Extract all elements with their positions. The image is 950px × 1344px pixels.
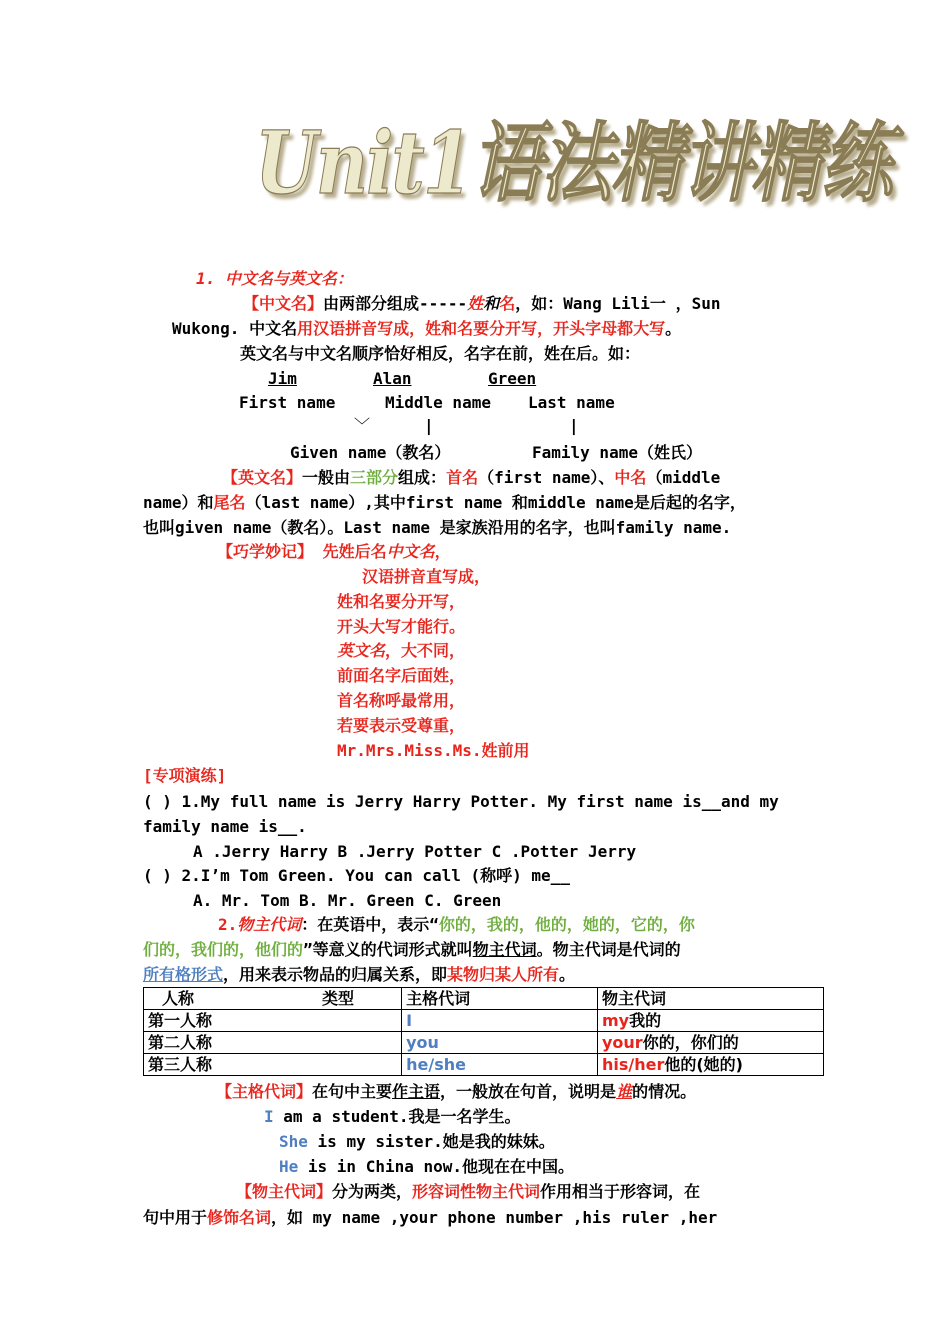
- english-name-tag: 【英文名】: [222, 468, 303, 487]
- table-cell: 第二人称: [144, 1032, 402, 1054]
- text: He: [279, 1157, 299, 1176]
- text: 。: [559, 965, 576, 984]
- table-cell: he/she: [402, 1054, 598, 1076]
- text: 2.: [218, 915, 238, 934]
- section-2-line-3: [143, 964, 575, 986]
- chinese-name-line-2: [172, 318, 681, 340]
- example-first-name: Jim: [268, 369, 297, 388]
- memo-line-4: 开头大写才能行。: [337, 617, 466, 636]
- text: 中文名: [386, 542, 435, 561]
- label-first-name: First name: [239, 393, 336, 412]
- possessive-pronoun-line-2: [143, 1207, 717, 1229]
- example-middle-name: Alan: [373, 369, 412, 388]
- text: 修饰名词: [207, 1208, 272, 1227]
- question-1-line-2: family name is__.: [143, 817, 307, 836]
- text: 和: [483, 294, 500, 313]
- text: 首名: [446, 468, 479, 487]
- text: ，用来表示物品的归属关系，即: [223, 965, 448, 984]
- text: 某物归某人所有: [447, 965, 560, 984]
- text: 三部分: [350, 468, 399, 487]
- text: （last name）,其中first name 和middle name是后起的名字，: [245, 493, 746, 512]
- table-cell: [597, 1054, 823, 1076]
- text: 你的，你们的: [642, 1032, 739, 1052]
- text: 用汉语拼音写成，姓和名要分开写，开头字母都大写: [297, 319, 666, 338]
- text: 。物主代词是代词的: [536, 940, 681, 959]
- text: ，如 my name ,your phone number ,his ruler ,her: [271, 1208, 718, 1227]
- brace-mark: ﹀: [354, 416, 371, 435]
- table-cell: you: [402, 1032, 598, 1054]
- memo-line-5: [337, 640, 465, 662]
- text: 由两部分组成-----: [323, 294, 468, 313]
- memo-line-8: 若要表示受尊重，: [337, 716, 466, 735]
- text: 英文名: [337, 641, 386, 660]
- table-row: [144, 1054, 824, 1076]
- table-row: [144, 1010, 824, 1032]
- text: 所有格形式: [143, 965, 224, 984]
- question-1-options: A .Jerry Harry B .Jerry Potter C .Potter Jerry: [193, 842, 637, 861]
- text: 物主代词: [237, 915, 302, 934]
- memo-line-2: 汉语拼音直写成，: [362, 567, 491, 586]
- chinese-name-tag: 【中文名】: [243, 294, 324, 313]
- question-1-line-1: ( ) 1.My full name is Jerry Harry Potter. My first name is__and my: [143, 792, 779, 811]
- text: ，: [434, 542, 451, 561]
- text: 形容词性物主代词: [412, 1182, 541, 1201]
- text: 姓: [467, 294, 484, 313]
- text: （first name）、: [478, 468, 615, 487]
- memo-line-9: Mr.Mrs.Miss.Ms.姓前用: [337, 741, 530, 760]
- text: 中名: [614, 468, 647, 487]
- table-cell: 第一人称: [144, 1010, 402, 1032]
- text: is in China now.他现在在中国。: [298, 1157, 575, 1176]
- english-name-line-2: [143, 492, 746, 514]
- text: 他的(她的): [664, 1054, 743, 1074]
- text: 一般由: [302, 468, 351, 487]
- example-sentence-2: [279, 1131, 555, 1153]
- text: 作主语: [392, 1082, 441, 1101]
- text: ，一般放在句首，说明是: [440, 1082, 617, 1101]
- question-2-options: A. Mr. Tom B. Mr. Green C. Green: [193, 891, 502, 910]
- subject-pronoun-line: [216, 1081, 696, 1103]
- text: 谁: [616, 1082, 633, 1101]
- table-cell: 第三人称: [144, 1054, 402, 1076]
- text: name）和: [143, 493, 214, 512]
- table-header-cell: 主格代词: [402, 988, 598, 1010]
- example-sentence-1: [264, 1106, 521, 1128]
- text: 人称: [162, 988, 195, 1008]
- section-2-line-2: [143, 939, 681, 961]
- text: is my sister.她是我的妹妹。: [307, 1132, 555, 1151]
- bar-mark-2: |: [569, 416, 579, 435]
- bar-mark-1: |: [424, 416, 434, 435]
- text: 我的: [629, 1010, 662, 1030]
- subject-pronoun-tag: 【主格代词】: [216, 1082, 313, 1101]
- section-1-heading: 1. 中文名与英文名：: [196, 269, 353, 288]
- text: 类型: [322, 988, 355, 1008]
- possessive-pronoun-line-1: [236, 1181, 700, 1203]
- text: his/her: [601, 1054, 665, 1074]
- table-row: [144, 1032, 824, 1054]
- text: ，如：Wang Lili一 ，Sun: [515, 294, 721, 313]
- practice-heading: [专项演练]: [143, 766, 227, 785]
- memo-line-3: 姓和名要分开写，: [337, 592, 466, 611]
- text: ：在英语中，表示“: [301, 915, 439, 934]
- text: She: [279, 1132, 308, 1151]
- text: 句中用于: [143, 1208, 208, 1227]
- text: 先姓后名: [313, 542, 387, 561]
- text: 。: [665, 319, 682, 338]
- text: 们的，我们的，他们的: [143, 940, 304, 959]
- chinese-name-line-1: [243, 293, 720, 315]
- text: （middle: [646, 468, 721, 487]
- table-cell: [597, 1010, 823, 1032]
- text: am a student.我是一名学生。: [273, 1107, 521, 1126]
- question-2: ( ) 2.I’m Tom Green. You can call (称呼) me__: [143, 866, 570, 885]
- text: 物主代词: [472, 940, 537, 959]
- page-title: Unit1语法精讲精练: [255, 111, 891, 214]
- text: 在句中主要: [312, 1082, 393, 1101]
- english-name-line-3: 也叫given name（教名）。Last name 是家族沿用的名字，也叫family name.: [143, 518, 732, 537]
- text: 名: [499, 294, 516, 313]
- text: 你的，我的，他的，她的，它的，你: [438, 915, 695, 934]
- text: 的情况。: [632, 1082, 697, 1101]
- label-middle-name: Middle name: [385, 393, 491, 412]
- table-cell: [597, 1032, 823, 1054]
- table-header-row: [144, 988, 824, 1010]
- english-name-line-1: [222, 467, 720, 489]
- text: 分为两类，: [332, 1182, 413, 1201]
- text: Wukong. 中文名: [172, 319, 298, 338]
- pronoun-table: [143, 987, 824, 1076]
- example-last-name: Green: [488, 369, 537, 388]
- memo-line-7: 首名称呼最常用，: [337, 691, 466, 710]
- label-family-name: Family name（姓氏）: [532, 443, 702, 462]
- memo-line-1: [217, 541, 451, 563]
- text: ”等意义的代词形式就叫: [303, 940, 473, 959]
- possessive-pronoun-tag: 【物主代词】: [236, 1182, 333, 1201]
- text: I: [264, 1107, 274, 1126]
- text: my: [601, 1010, 630, 1030]
- english-order-line: 英文名与中文名顺序恰好相反，名字在前，姓在后。如：: [240, 344, 641, 363]
- label-last-name: Last name: [528, 393, 615, 412]
- text: your: [601, 1032, 643, 1052]
- text: 尾名: [213, 493, 246, 512]
- table-cell: I: [402, 1010, 598, 1032]
- text: 组成：: [398, 468, 447, 487]
- example-sentence-3: [279, 1156, 574, 1178]
- table-header-cell: [144, 988, 402, 1010]
- text: 作用相当于形容词，在: [540, 1182, 701, 1201]
- label-given-name: Given name（教名）: [290, 443, 451, 462]
- text: ，大不同，: [385, 641, 466, 660]
- memo-line-6: 前面名字后面姓，: [337, 666, 466, 685]
- section-2-line-1: [218, 914, 695, 936]
- table-header-cell: 物主代词: [597, 988, 823, 1010]
- memo-tag: 【巧学妙记】: [217, 542, 314, 561]
